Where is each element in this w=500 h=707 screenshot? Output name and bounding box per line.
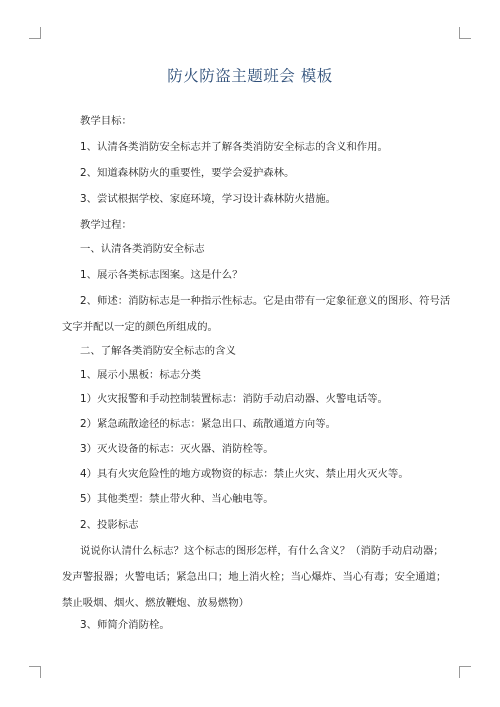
paragraph-category-1: 1）火灾报警和手动控制装置标志：消防手动启动器、火警电话等。 — [80, 393, 388, 405]
paragraph-step-1-2: 2、师述：消防标志是一种指示性标志。它是由带有一定象征意义的图形、符号活文字并配以一定的颜色所组成的。 — [62, 295, 451, 333]
paragraph-step-2-2: 2、投影标志 — [80, 519, 139, 531]
paragraph-category-2: 2）紧急疏散途径的标志：紧急出口、疏散通道方向等。 — [80, 418, 336, 430]
paragraph-category-5: 5）其他类型：禁止带火种、当心触电等。 — [80, 493, 274, 505]
paragraph-goal-2: 2、知道森林防火的重要性，要学会爱护森林。 — [80, 167, 295, 179]
document-title: 防火防盗主题班会 模板 — [167, 67, 333, 85]
crop-mark-top-right — [459, 27, 471, 39]
paragraph-teaching-process-heading: 教学过程： — [80, 219, 132, 231]
paragraph-section-1-heading: 一、认清各类消防安全标志 — [80, 243, 205, 255]
paragraph-category-3: 3）灭火设备的标志：灭火器、消防栓等。 — [80, 443, 274, 455]
paragraph-step-2-1: 1、展示小黑板：标志分类 — [80, 369, 201, 381]
paragraph-step-2-3: 3、师简介消防栓。 — [80, 619, 170, 631]
crop-mark-bottom-right — [459, 666, 471, 678]
crop-mark-top-left — [29, 27, 41, 39]
paragraph-category-4: 4）具有火灾危险性的地方或物资的标志：禁止火灾、禁止用火灭火等。 — [80, 468, 409, 480]
crop-mark-bottom-left — [29, 666, 41, 678]
paragraph-teaching-goals-heading: 教学目标： — [80, 115, 132, 127]
paragraph-discussion: 说说你认清什么标志？这个标志的图形怎样，有什么含义？（消防手动启动器；发声警报器；火警电话；紧急出口；地上消火栓；当心爆炸、当心有毒；安全通道；禁止吸烟、烟火、燃放鞭炮、放易燃物） — [62, 545, 447, 609]
paragraph-section-2-heading: 二、了解各类消防安全标志的含义 — [80, 345, 236, 357]
paragraph-goal-1: 1、认清各类消防安全标志并了解各类消防安全标志的含义和作用。 — [80, 141, 388, 153]
paragraph-goal-3: 3、尝试根据学校、家庭环境，学习设计森林防火措施。 — [80, 193, 336, 205]
paragraph-step-1-1: 1、展示各类标志图案。这是什么？ — [80, 269, 243, 281]
